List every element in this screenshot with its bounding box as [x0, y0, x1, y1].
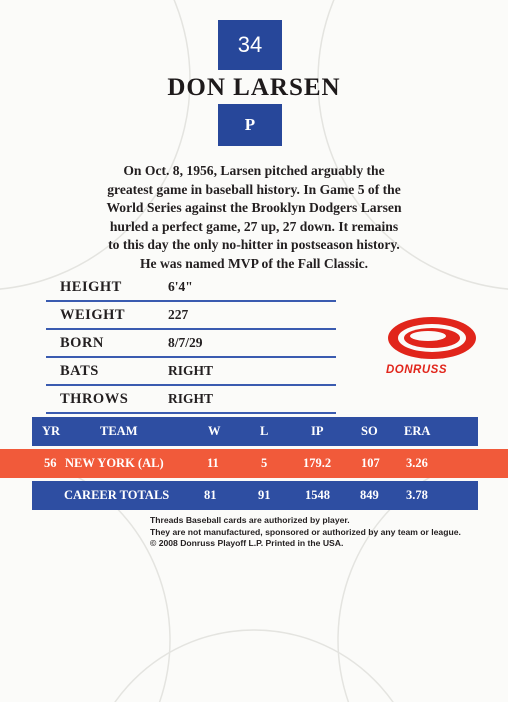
position-box — [218, 104, 282, 146]
header-ip: IP — [311, 424, 324, 438]
vital-value: 8/7/29 — [168, 335, 203, 350]
player-name: DON LARSEN — [167, 74, 341, 101]
vital-row-bats — [46, 358, 336, 386]
legal-text — [150, 515, 461, 550]
vital-label: HEIGHT — [60, 278, 122, 295]
totals-ip: 1548 — [305, 488, 330, 502]
legal-line: © 2008 Donruss Playoff L.P. Printed in the USA. — [150, 538, 344, 548]
vital-label: WEIGHT — [60, 306, 126, 323]
vital-row-height — [46, 274, 336, 302]
header-l: L — [260, 424, 269, 438]
header-w: W — [208, 424, 221, 438]
vital-label: THROWS — [60, 390, 129, 407]
vital-row-born — [46, 330, 336, 358]
header-yr: YR — [42, 424, 61, 438]
header-team: TEAM — [100, 424, 138, 438]
vital-value: 6'4" — [168, 279, 193, 294]
season-w: 11 — [207, 456, 219, 470]
season-ip: 179.2 — [303, 456, 332, 470]
stats-season-row — [32, 449, 478, 478]
season-era: 3.26 — [406, 456, 428, 470]
vital-value: 227 — [168, 307, 189, 322]
card-number-box — [218, 20, 282, 70]
header-era: ERA — [404, 424, 431, 438]
card-number: 34 — [237, 32, 263, 57]
season-team: NEW YORK (AL) — [65, 456, 164, 470]
vital-label: BATS — [60, 362, 99, 379]
totals-so: 849 — [360, 488, 379, 502]
header-so: SO — [361, 424, 378, 438]
vitals-table — [46, 274, 336, 414]
vital-label: BORN — [60, 334, 104, 351]
position-label: P — [244, 115, 256, 134]
totals-w: 81 — [204, 488, 217, 502]
totals-l: 91 — [258, 488, 271, 502]
season-so: 107 — [361, 456, 380, 470]
donruss-logo-text: DONRUSS — [386, 364, 448, 376]
vital-row-throws — [46, 386, 336, 414]
stats-header-row — [32, 417, 478, 446]
stats-table — [32, 417, 478, 510]
stats-totals-row — [32, 481, 478, 510]
totals-era: 3.78 — [406, 488, 428, 502]
season-yr: 56 — [44, 456, 57, 470]
season-l: 5 — [261, 456, 268, 470]
totals-label: CAREER TOTALS — [64, 488, 170, 502]
legal-line: They are not manufactured, sponsored or authorized by any team or league. — [150, 526, 461, 537]
player-bio: On Oct. 8, 1956, Larsen pitched arguably the greatest game in baseball history. In Game 5 of the World Series against the Brooklyn Dodgers Larsen hurled a perfect game, 27 up, 27 down. It remains to this day the only no-hitter in postseason history. He was named MVP of the Fall Classic. — [106, 163, 402, 271]
vital-value: RIGHT — [168, 363, 214, 378]
vital-row-weight — [46, 302, 336, 330]
legal-line: Threads Baseball cards are authorized by player. — [150, 515, 350, 525]
vital-value: RIGHT — [168, 391, 214, 406]
